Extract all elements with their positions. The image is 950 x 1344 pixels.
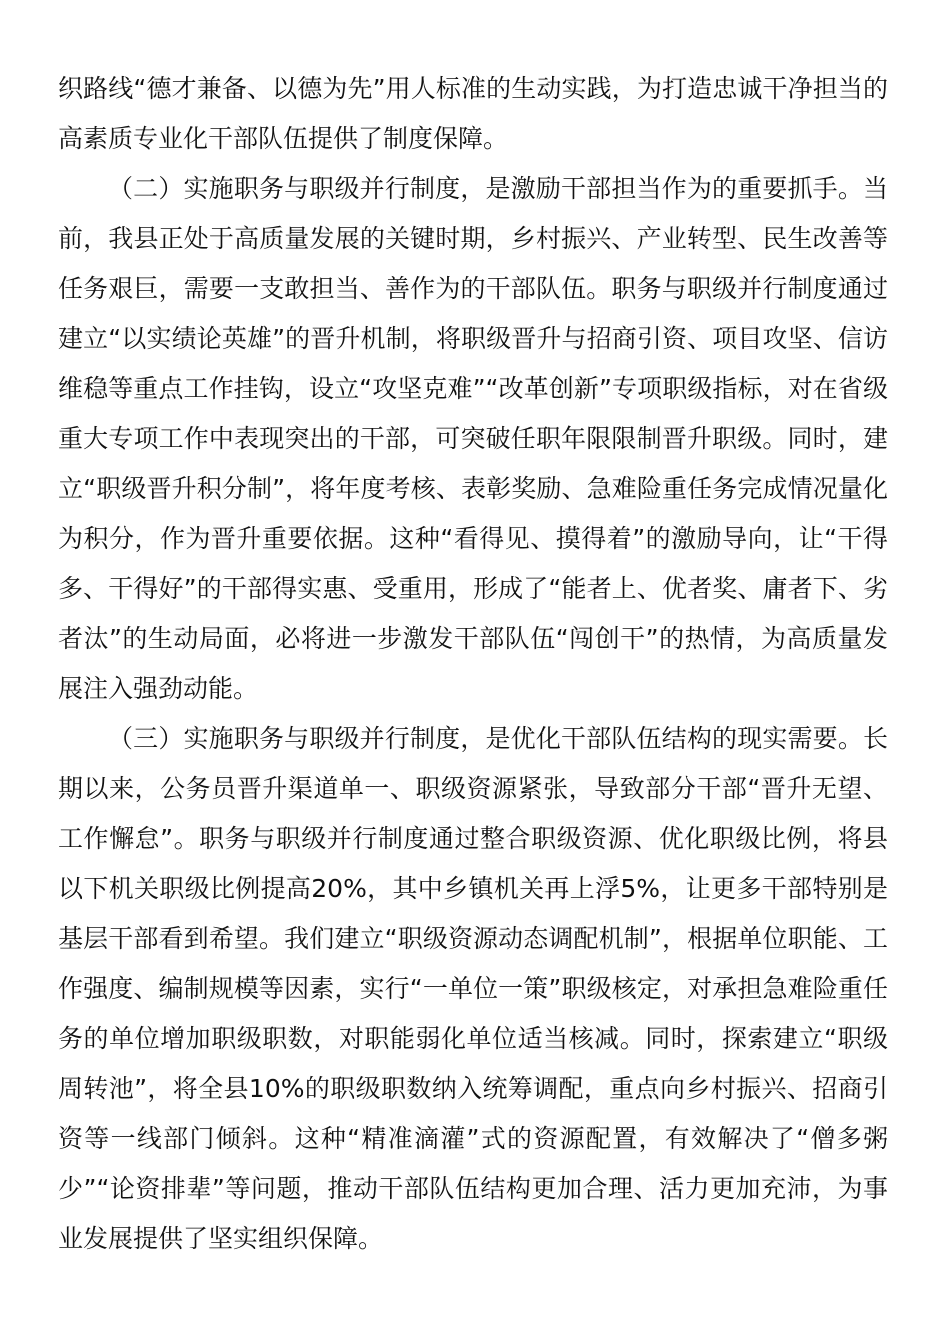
document-body — [58, 64, 888, 1264]
paragraph-section-three: （三）实施职务与职级并行制度，是优化干部队伍结构的现实需要。长期以来，公务员晋升渠道单一、职级资源紧张，导致部分干部“晋升无望、工作懈怠”。职务与职级并行制度通过整合职级资源、优化职级比例，将县以下机关职级比例提高20%，其中乡镇机关再上浮5%，让更多干部特别是基层干部看到希望。我们建立“职级资源动态调配机制”，根据单位职能、工作强度、编制规模等因素，实行“一单位一策”职级核定，对承担急难险重任务的单位增加职级职数，对职能弱化单位适当核减。同时，探索建立“职级周转池”，将全县10%的职级职数纳入统筹调配，重点向乡村振兴、招商引资等一线部门倾斜。这种“精准滴灌”式的资源配置，有效解决了“僧多粥少”“论资排辈”等问题，推动干部队伍结构更加合理、活力更加充沛，为事业发展提供了坚实组织保障。 — [58, 724, 888, 1253]
paragraph-section-two: （二）实施职务与职级并行制度，是激励干部担当作为的重要抓手。当前，我县正处于高质量发展的关键时期，乡村振兴、产业转型、民生改善等任务艰巨，需要一支敢担当、善作为的干部队伍。职务与职级并行制度通过建立“以实绩论英雄”的晋升机制，将职级晋升与招商引资、项目攻坚、信访维稳等重点工作挂钩，设立“攻坚克难”“改革创新”专项职级指标，对在省级重大专项工作中表现突出的干部，可突破任职年限限制晋升职级。同时，建立“职级晋升积分制”，将年度考核、表彰奖励、急难险重任务完成情况量化为积分，作为晋升重要依据。这种“看得见、摸得着”的激励导向，让“干得多、干得好”的干部得实惠、受重用，形成了“能者上、优者奖、庸者下、劣者汰”的生动局面，必将进一步激发干部队伍“闯创干”的热情，为高质量发展注入强劲动能。 — [58, 174, 888, 703]
paragraph-continuation: 织路线“德才兼备、以德为先”用人标准的生动实践，为打造忠诚干净担当的高素质专业化干部队伍提供了制度保障。 — [58, 74, 888, 153]
